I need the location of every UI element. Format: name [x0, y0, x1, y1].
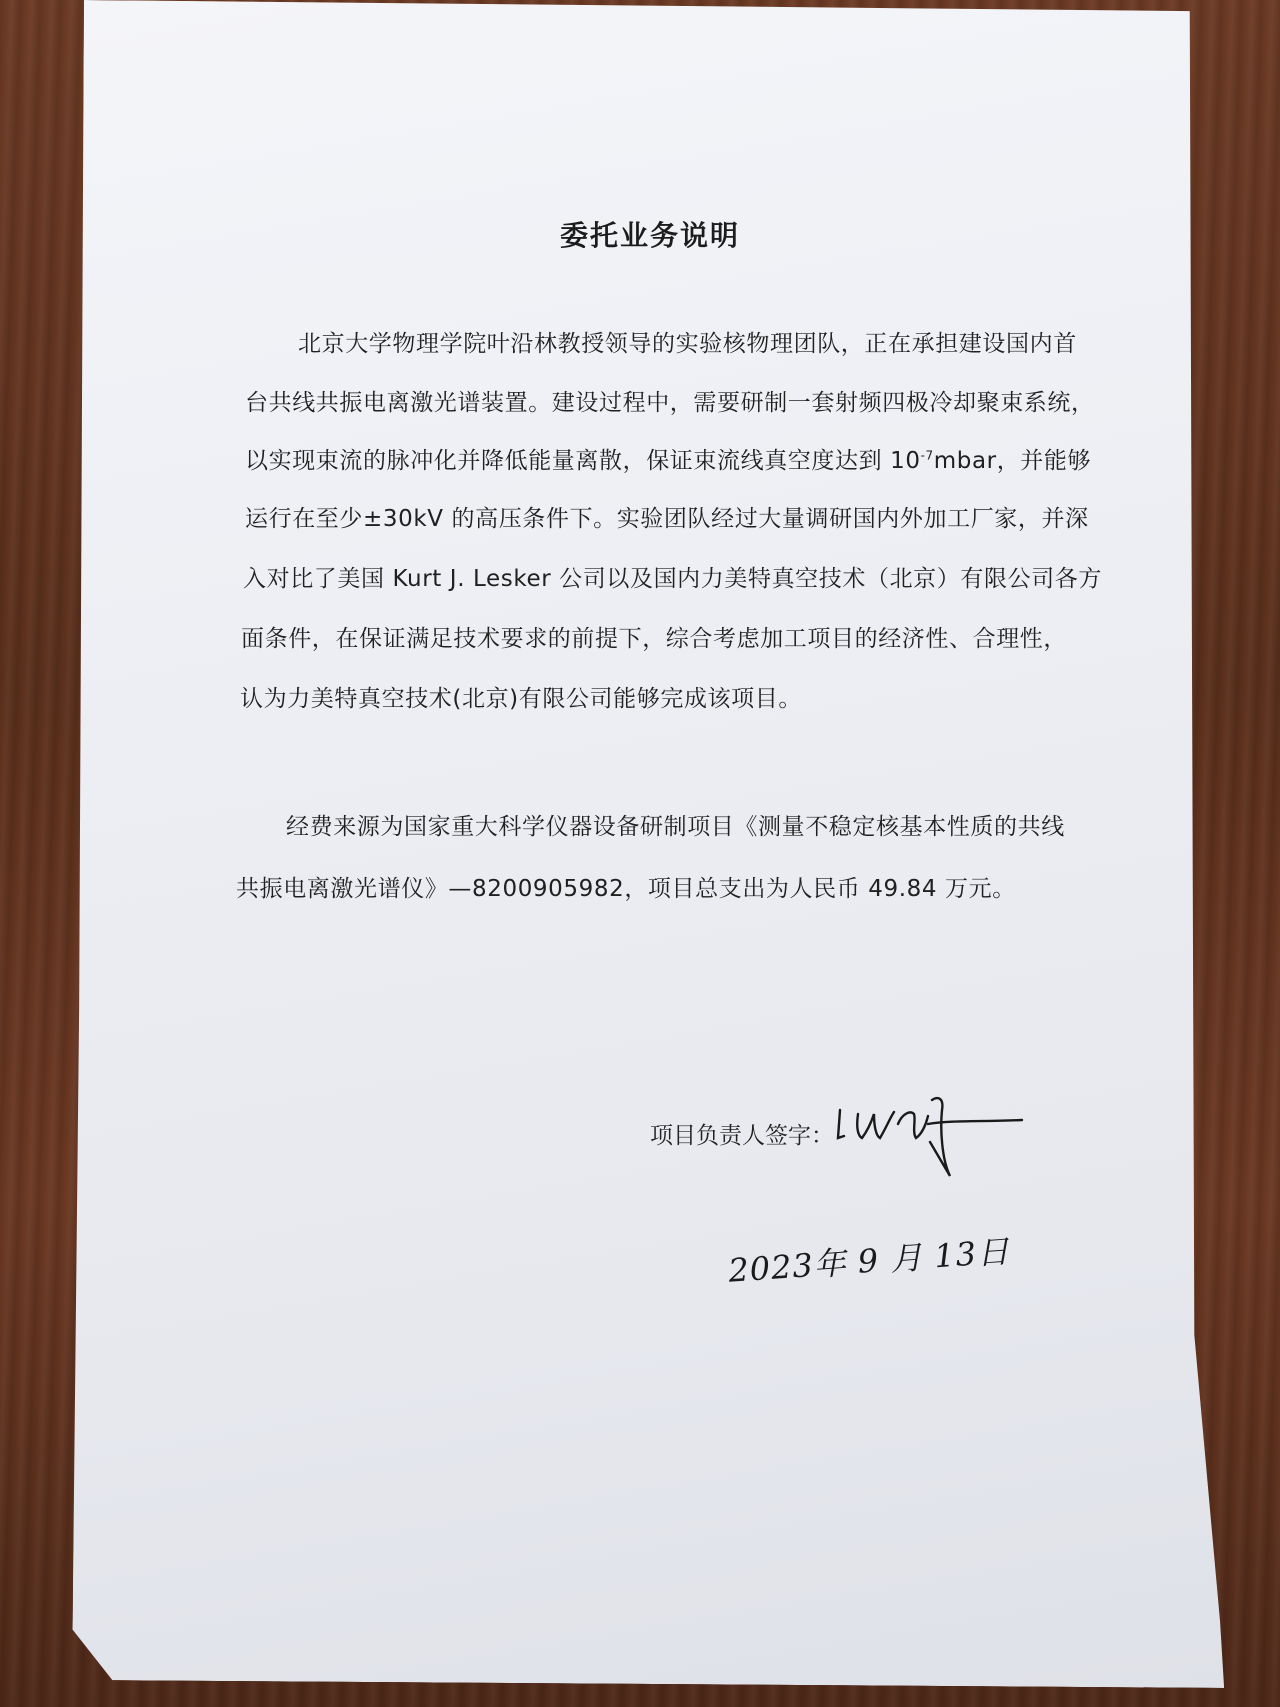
document-title: 委托业务说明 [560, 219, 741, 252]
paragraph-2-line-1: 经费来源为国家重大科学仪器设备研制项目《测量不稳定核基本性质的共线 [286, 814, 1065, 840]
paragraph-2-line-2: 共振电离激光谱仪》—8200905982，项目总支出为人民币 49.84 万元。 [236, 876, 1016, 902]
paragraph-1-line-1: 北京大学物理学院叶沿林教授领导的实验核物理团队，正在承担建设国内首 [298, 331, 1077, 357]
paragraph-1-line-3 [245, 442, 1091, 475]
handwritten-signature [832, 1080, 1032, 1190]
paragraph-1-line-2: 台共线共振电离激光谱装置。建设过程中，需要研制一套射频四极冷却聚束系统， [245, 390, 1095, 416]
paragraph-1-line-5: 入对比了美国 Kurt J. Lesker 公司以及国内力美特真空技术（北京）有限公司各方 [243, 566, 1102, 592]
paragraph-1-line-6: 面条件，在保证满足技术要求的前提下，综合考虑加工项目的经济性、合理性， [241, 626, 1067, 652]
paragraph-1-line-7: 认为力美特真空技术(北京)有限公司能够完成该项目。 [240, 686, 802, 712]
vacuum-exponent: -7 [920, 448, 934, 463]
line-3-text-after: mbar，并能够 [933, 448, 1092, 474]
signature-label: 项目负责人签字： [650, 1123, 834, 1149]
line-3-text-before: 以实现束流的脉冲化并降低能量离散，保证束流线真空度达到 10 [245, 448, 921, 474]
handwritten-date: 2023年 9 月 13日 [727, 1232, 1012, 1290]
paragraph-1-line-4: 运行在至少±30kV 的高压条件下。实验团队经过大量调研国内外加工厂家，并深 [245, 506, 1089, 532]
